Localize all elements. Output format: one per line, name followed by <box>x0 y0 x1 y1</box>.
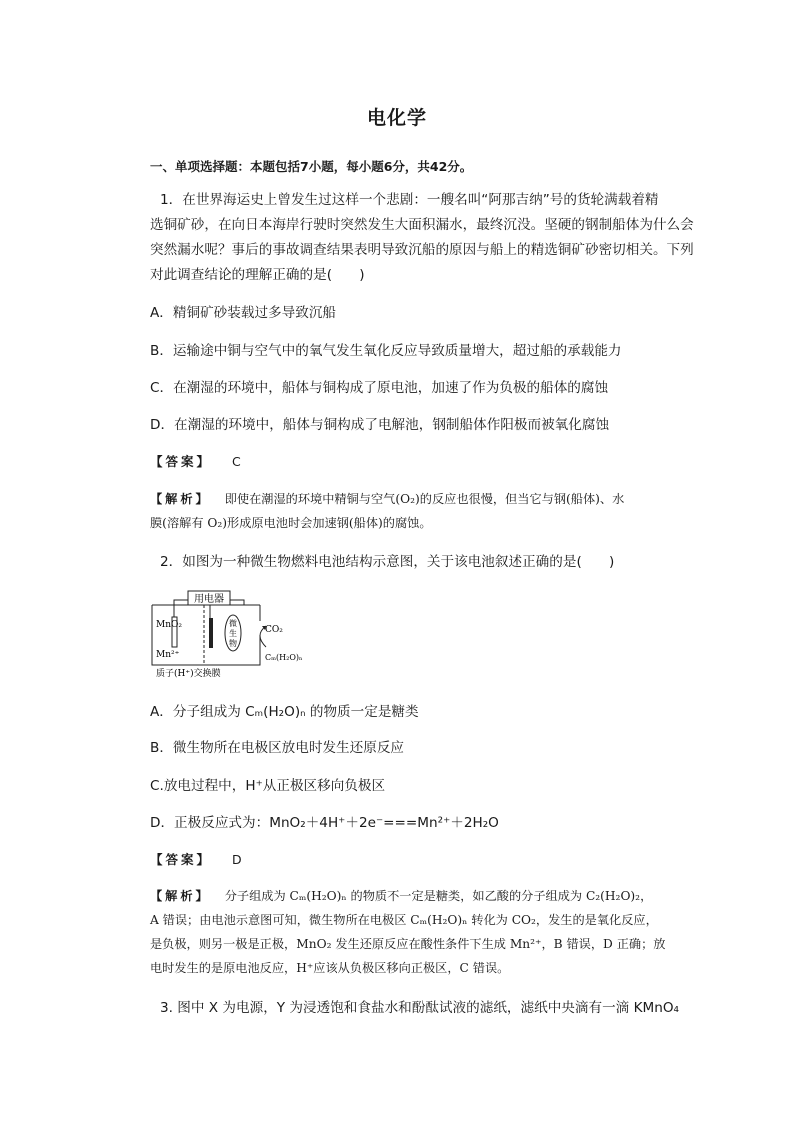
wire-left <box>174 600 188 618</box>
q2-analysis-line-3: 是负极，则另一极是正极，MnO₂ 发生还原反应在酸性条件下生成 Mn²⁺，B 错误，D 正确；放 <box>150 937 666 951</box>
q2-option-a: A．分子组成为 Cₘ(H₂O)ₙ 的物质一定是糖类 <box>150 704 419 720</box>
device-label: 用电器 <box>194 594 224 605</box>
q1-analysis-line-1 <box>150 487 670 511</box>
q1-option-c: C．在潮湿的环境中，船体与铜构成了原电池，加速了作为负极的船体的腐蚀 <box>150 380 609 396</box>
q1-option-a: A．精铜矿砂装载过多导致沉船 <box>150 305 337 321</box>
q1-answer-label: 【答案】 <box>150 454 213 469</box>
sugar-label: Cₘ(H₂O)ₙ <box>265 653 303 662</box>
q2-analysis-line-2: A 错误；由电池示意图可知，微生物所在电极区 Cₘ(H₂O)ₙ 转化为 CO₂，发生的是氧化反应， <box>150 913 658 927</box>
q2-answer <box>150 848 670 872</box>
left-top-label: MnO₂ <box>156 620 182 630</box>
q2-analysis-text-1: 分子组成为 Cₘ(H₂O)ₙ 的物质不一定是糖类，如乙酸的分子组成为 C₂(H₂O)₂， <box>224 889 653 903</box>
q1-option-b: B．运输途中铜与空气中的氧气发生氧化反应导致质量增大，超过船的承载能力 <box>150 343 622 359</box>
q3-stem: 3. 图中 X 为电源，Y 为浸透饱和食盐水和酚酞试液的滤纸，滤纸中央滴有一滴 KMnO₄ <box>160 1000 680 1016</box>
q1-stem-line-3: 突然漏水呢？事后的事故调查结果表明导致沉船的原因与船上的精选铜矿砂密切相关。下列 <box>150 242 694 258</box>
microbe-char-2: 生 <box>229 629 237 638</box>
right-electrode <box>209 618 213 648</box>
microbe-char-3: 物 <box>229 639 237 648</box>
q2-answer-label: 【答案】 <box>150 852 213 867</box>
q2-analysis-line-1 <box>150 884 670 908</box>
q1-answer <box>150 450 670 474</box>
fuel-cell-diagram <box>148 585 303 680</box>
q1-stem-line-4: 对此调查结论的理解正确的是( ) <box>150 267 365 283</box>
q2-analysis-label: 【解析】 <box>150 889 211 903</box>
q1-analysis-label: 【解析】 <box>150 492 211 506</box>
q2-stem: 2．如图为一种微生物燃料电池结构示意图，关于该电池叙述正确的是( ) <box>160 554 615 570</box>
q1-option-d: D．在潮湿的环境中，船体与铜构成了电解池，钢制船体作阳极而被氧化腐蚀 <box>150 417 610 433</box>
page-title: 电化学 <box>366 107 427 129</box>
q1-stem-line-2: 选铜矿砂，在向日本海岸行驶时突然发生大面积漏水，最终沉没。坚硬的钢制船体为什么会 <box>150 217 694 233</box>
q1-stem-line-1: 1．在世界海运史上曾发生过这样一个悲剧：一艘名叫“阿那吉纳”号的货轮满载着精 <box>160 192 659 208</box>
microbe-char-1: 微 <box>229 619 237 628</box>
q2-option-c: C.放电过程中，H⁺从正极区移向负极区 <box>150 778 386 794</box>
q1-answer-value: C <box>232 454 241 469</box>
q2-option-b: B．微生物所在电极区放电时发生还原反应 <box>150 740 405 756</box>
q2-option-d: D．正极反应式为：MnO₂＋4H⁺＋2e⁻===Mn²⁺＋2H₂O <box>150 815 499 831</box>
q2-analysis-line-4: 电时发生的是原电池反应，H⁺应该从负极区移向正极区，C 错误。 <box>150 961 510 975</box>
q1-analysis-line-2: 膜(溶解有 O₂)形成原电池时会加速钢(船体)的腐蚀。 <box>150 516 432 530</box>
section-header: 一、单项选择题：本题包括7小题，每小题6分，共42分。 <box>150 159 473 174</box>
co2-label: CO₂ <box>265 625 283 635</box>
q1-analysis-text-1: 即使在潮湿的环境中精铜与空气(O₂)的反应也很慢，但当它与钢(船体)、水 <box>224 492 625 506</box>
membrane-label: 质子(H⁺)交换膜 <box>156 669 221 679</box>
left-bottom-label: Mn²⁺ <box>156 650 180 660</box>
q2-answer-value: D <box>232 852 242 867</box>
